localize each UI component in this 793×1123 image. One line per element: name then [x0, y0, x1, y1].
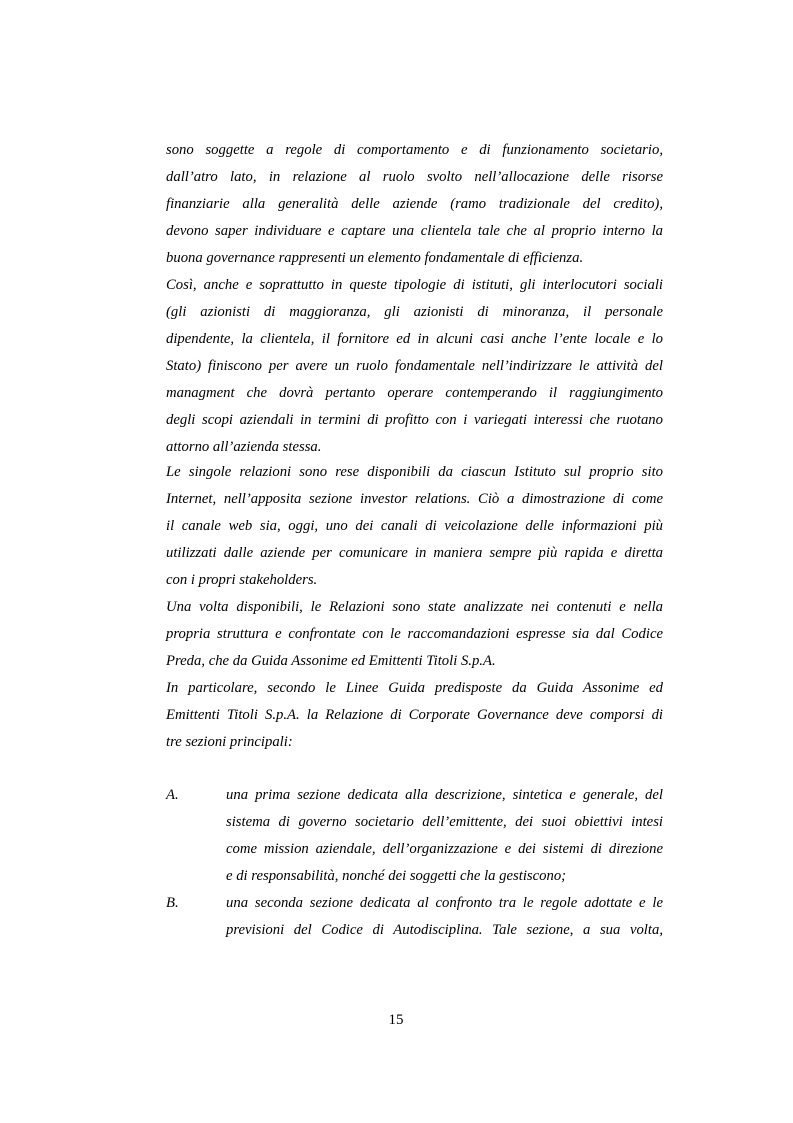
text-line: In particolare, secondo le Linee Guida predisposte da Guida Assonime ed	[166, 680, 663, 696]
list-marker: B.	[166, 895, 179, 911]
text-line: Una volta disponibili, le Relazioni sono state analizzate nei contenuti e nella	[166, 599, 663, 615]
text-line: e di responsabilità, nonché dei soggetti che la gestiscono;	[226, 868, 567, 884]
text-line: come mission aziendale, dell’organizzazione e dei sistemi di direzione	[226, 841, 663, 857]
text-line: Stato) finiscono per avere un ruolo fondamentale nell’indirizzare le attività del	[166, 358, 663, 374]
text-line: managment che dovrà pertanto operare contemperando il raggiungimento	[166, 385, 663, 401]
page-number: 15	[388, 1012, 404, 1028]
text-line: dall’atro lato, in relazione al ruolo svolto nell’allocazione delle risorse	[166, 169, 663, 185]
text-line: previsioni del Codice di Autodisciplina. Tale sezione, a sua volta,	[226, 922, 663, 938]
text-line: il canale web sia, oggi, uno dei canali di veicolazione delle informazioni più	[166, 518, 663, 534]
text-line: degli scopi aziendali in termini di profitto con i variegati interessi che ruotano	[166, 412, 663, 428]
text-line: dipendente, la clientela, il fornitore ed in alcuni casi anche l’ente locale e lo	[166, 331, 663, 347]
text-line: una seconda sezione dedicata al confronto tra le regole adottate e le	[226, 895, 663, 911]
text-line: devono saper individuare e captare una clientela tale che al proprio interno la	[166, 223, 663, 239]
text-line: (gli azionisti di maggioranza, gli azionisti di minoranza, il personale	[166, 304, 663, 320]
text-line: buona governance rappresenti un elemento fondamentale di efficienza.	[166, 250, 584, 266]
text-line: Le singole relazioni sono rese disponibili da ciascun Istituto sul proprio sito	[166, 464, 663, 480]
list-marker: A.	[166, 787, 179, 803]
text-line: Preda, che da Guida Assonime ed Emittenti Titoli S.p.A.	[166, 653, 496, 669]
text-line: finanziarie alla generalità delle aziende (ramo tradizionale del credito),	[166, 196, 663, 212]
text-line: utilizzati dalle aziende per comunicare in maniera sempre più rapida e diretta	[166, 545, 663, 561]
text-line: Emittenti Titoli S.p.A. la Relazione di Corporate Governance deve comporsi di	[166, 707, 663, 723]
text-line: attorno all’azienda stessa.	[166, 439, 322, 455]
text-line: sistema di governo societario dell’emittente, dei suoi obiettivi intesi	[226, 814, 663, 830]
text-line: sono soggette a regole di comportamento e di funzionamento societario,	[166, 142, 663, 158]
text-line: con i propri stakeholders.	[166, 572, 318, 588]
text-line: tre sezioni principali:	[166, 734, 293, 750]
text-line: propria struttura e confrontate con le raccomandazioni espresse sia dal Codice	[166, 626, 663, 642]
text-line: una prima sezione dedicata alla descrizione, sintetica e generale, del	[226, 787, 663, 803]
text-line: Così, anche e soprattutto in queste tipologie di istituti, gli interlocutori sociali	[166, 277, 663, 293]
text-line: Internet, nell’apposita sezione investor relations. Ciò a dimostrazione di come	[166, 491, 663, 507]
